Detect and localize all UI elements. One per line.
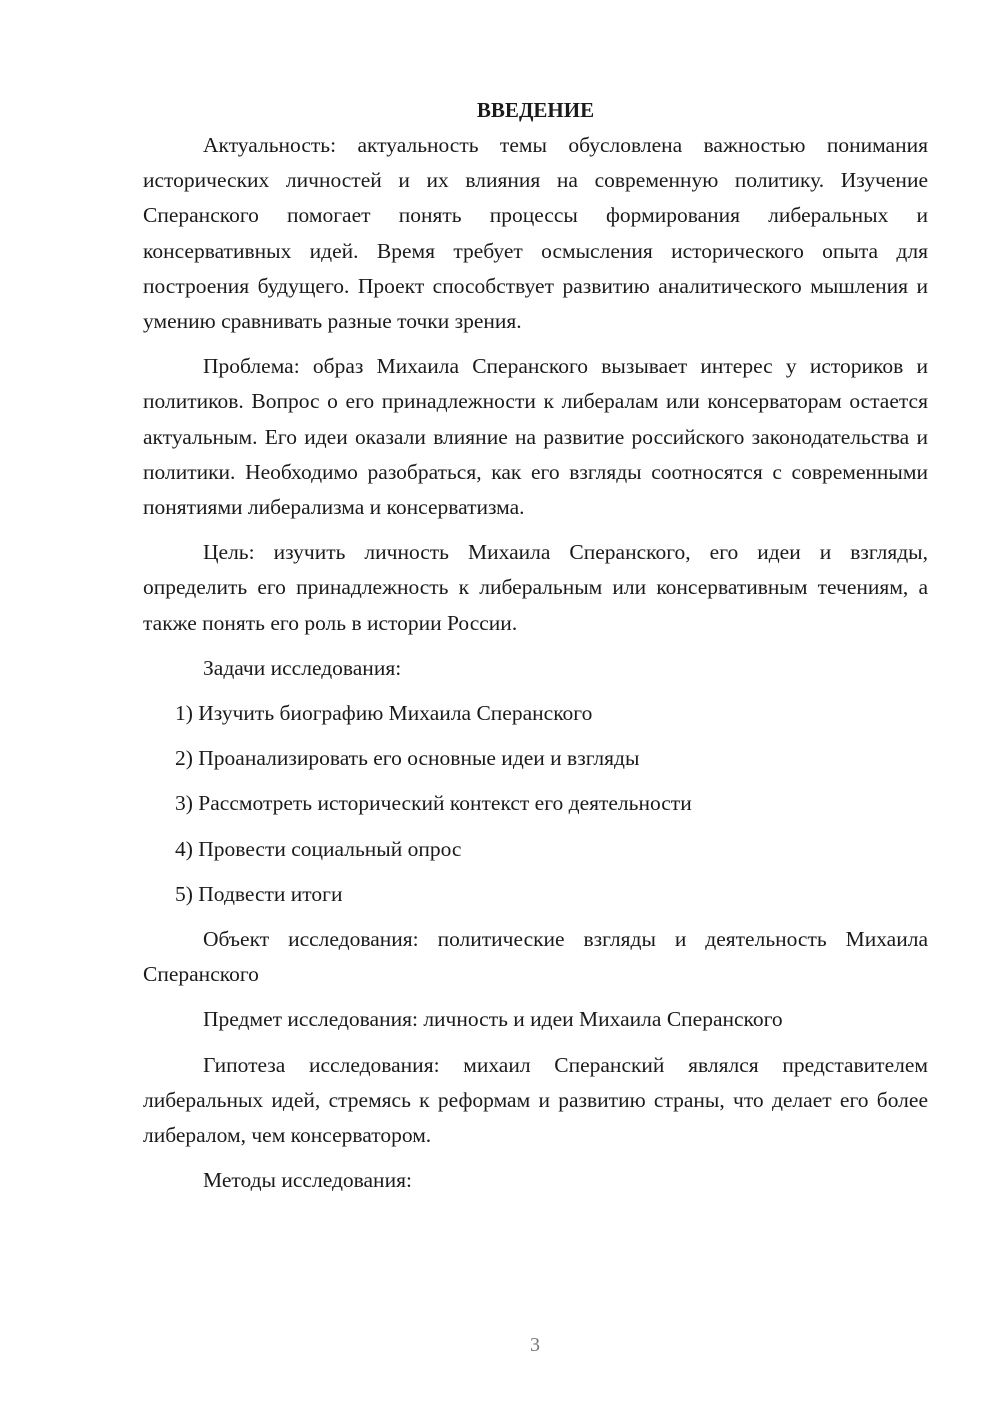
page-number: 3 — [530, 1334, 540, 1356]
list-item: 1) Изучить биографию Михаила Сперанского — [175, 701, 593, 726]
methods-heading: Методы исследования: — [203, 1168, 412, 1193]
paragraph-relevance: Актуальность: актуальность темы обусловлена важностью понимания исторических личностей и их влияния на современную политику. Изучение Сперанского помогает понять процессы формирования либеральных и консервативных идей. Время требует осмысления исторического опыта для построения будущего. Проект способствует развитию аналитического мышления и умению сравнивать разные точки зрения. — [143, 133, 928, 334]
list-item: 4) Провести социальный опрос — [175, 836, 462, 861]
list-item: 2) Проанализировать его основные идеи и взгляды — [175, 746, 640, 771]
paragraph-object: Объект исследования: политические взгляды и деятельность Михаила Сперанского — [143, 927, 928, 987]
paragraph-goal: Цель: изучить личность Михаила Сперанского, его идеи и взгляды, определить его принадлежность к либеральным или консервативным течениям, а также понять его роль в истории России. — [143, 540, 928, 635]
paragraph-problem: Проблема: образ Михаила Сперанского вызывает интерес у историков и политиков. Вопрос о его принадлежности к либералам или консерваторам остается актуальным. Его идеи оказали влияние на развитие российского законодательства и политики. Необходимо разобраться, как его взгляды соотносятся с современными понятиями либерализма и консерватизма. — [143, 354, 928, 520]
page-title: ВВЕДЕНИЕ — [476, 98, 595, 122]
document-page — [143, 92, 928, 1198]
list-item: 3) Рассмотреть исторический контекст его деятельности — [175, 791, 692, 816]
tasks-list — [143, 696, 928, 912]
list-item: 5) Подвести итоги — [175, 881, 343, 906]
paragraph-subject: Предмет исследования: личность и идеи Михаила Сперанского — [203, 1007, 783, 1032]
paragraph-hypothesis: Гипотеза исследования: михаил Сперанский являлся представителем либеральных идей, стремясь к реформам и развитию страны, что делает его более либералом, чем консерватором. — [143, 1052, 928, 1148]
tasks-heading: Задачи исследования: — [203, 655, 402, 680]
